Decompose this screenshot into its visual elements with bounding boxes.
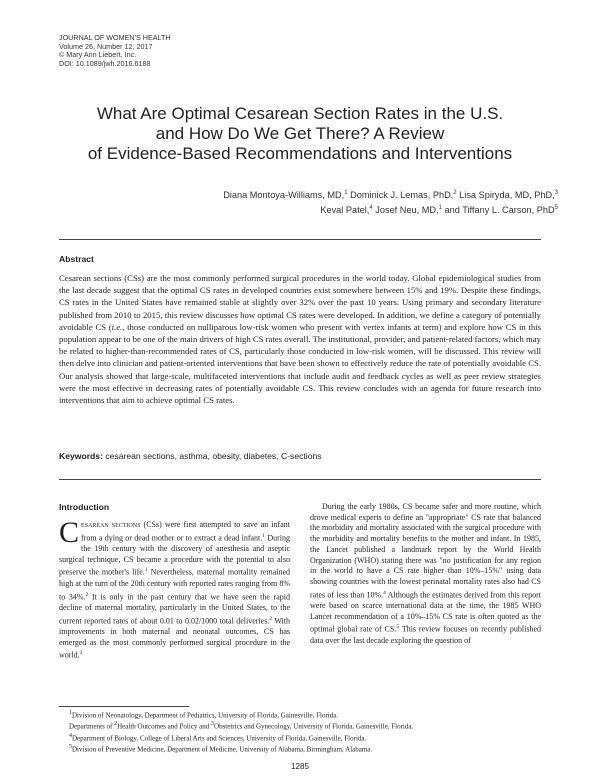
page-number: 1285 [291, 762, 309, 771]
author-name: Tiffany L. Carson, PhD [462, 204, 555, 215]
citation: 3 [79, 650, 83, 657]
journal-copyright: © Mary Ann Liebert, Inc. [59, 50, 137, 60]
title-line-1: What Are Optimal Cesarean Section Rates in the U.S. [96, 104, 504, 123]
authors-line-2 [80, 202, 558, 217]
body-text: During the 19th century with the discovery of anesthesia and aseptic surgical technique, CS became a procedure with the potential to also preserve the mother's life. [59, 533, 290, 578]
footnote-marker: 3 [211, 721, 215, 728]
keywords-value: cesarean sections, asthma, obesity, diabetes, C-sections [105, 451, 322, 461]
author-name: Dominick J. Lemas, PhD, [350, 190, 454, 201]
keywords [59, 451, 541, 461]
divider [59, 239, 541, 240]
footnote-text: Obstetrics and Gynecology, University of Florida, Gainesville, Florida. [214, 722, 414, 731]
divider [59, 479, 541, 480]
abstract-part: Cesarean sections (CSs) are the most commonly performed surgical procedures in the world today. Global epidemiological studies from the last decade suggest that the optimal CS rates in developed countries exist somewhere between 15% and 19%. Despite these findings, CS rates in the United States have remained stable at slightly over 32% over the past 10 years. Using primary and secondary literature published from 2010 to 2015, this review discusses how optimal CS rates were developed. In addition, we define a category of potentially avoidable CS ( [59, 273, 541, 332]
citation: 5 [396, 624, 400, 631]
title-line-3: of Evidence-Based Recommendations and Interventions [87, 144, 513, 163]
footnote-marker: 1 [69, 710, 72, 716]
citation: 1 [262, 532, 265, 539]
footnote [59, 720, 541, 731]
journal-volume: Volume 26, Number 12, 2017 [59, 41, 153, 51]
author-name: Keval Patel, [320, 204, 370, 215]
right-column [310, 502, 541, 646]
author-affiliation: 1 [438, 204, 442, 211]
author-name: Josef Neu, MD, [375, 204, 439, 215]
abstract-heading: Abstract [59, 254, 94, 264]
abstract-italic: i.e. [111, 321, 123, 332]
footnote [59, 732, 541, 743]
author-affiliation: 4 [369, 204, 373, 211]
citation: 4 [383, 589, 386, 596]
citation: 1 [144, 567, 148, 574]
author-list [80, 187, 558, 216]
article-title [40, 104, 560, 164]
footnote-marker: 4 [69, 732, 72, 739]
journal-doi: DOI: 10.1089/jwh.2016.6188 [59, 58, 151, 68]
journal-header [59, 34, 171, 68]
body-text: Although the estimates derived from this report were based on scarce international data at the time, the 1985 WHO Lancet recommendation of a 10%–15% CS rate is often quoted as the optimal global rate of CS. [310, 590, 541, 635]
body-text: (CSs) were first attempted to save an infant from a dying or dead mother or to extract a dead infant. [81, 520, 290, 543]
journal-name: JOURNAL OF WOMEN'S HEALTH [59, 33, 171, 42]
keywords-label: Keywords: [59, 451, 103, 461]
body-text: This review focuses on recently published data over the last decade exploring the question of [310, 625, 541, 645]
left-column [59, 516, 291, 662]
introduction-heading: Introduction [59, 502, 110, 512]
footnote-marker: 2 [114, 721, 118, 728]
author-conjunction: and [444, 204, 460, 215]
abstract-text [59, 272, 541, 406]
footnote-divider [59, 706, 189, 707]
footnote-text: Health Outcomes and Policy and [117, 722, 212, 731]
drop-cap: C [59, 516, 80, 549]
body-text: It is only in the past century that we have seen the rapid decline of maternal mortality, particularly in the United States, to the current reported rates of about 0.01 to 0.02/1000 total deliveries. [59, 592, 290, 626]
footnote-text: Division of Preventive Medicine, Department of Medicine, University of Alabama, Birmingham, Alabama. [72, 745, 373, 754]
author-affiliation: 5 [554, 204, 558, 211]
footnote-marker: 5 [69, 743, 72, 750]
citation: 2 [269, 615, 273, 622]
small-caps-lead: esarean sections [81, 520, 141, 529]
author-name: Diana Montoya-Williams, MD, [223, 190, 345, 201]
author-affiliation: 2 [453, 190, 457, 196]
footnote [59, 743, 541, 754]
footnotes [59, 709, 541, 754]
body-text: During the early 1980s, CS became safer and more routine, which drove medical experts to define an "appropriate" CS rate that balanced the morbidity and mortality associated with the surgical procedure with the morbidity and mortality benefits to the mother and infant. In 1985, the Lancet published a landmark report by the World Health Organization (WHO) stating there was "no justification for any region in the world to have a CS rate higher than 10%–15%" using data showing countries with the lowest perinatal mortality rates also had CS rates of less than 10%. [310, 502, 541, 600]
body-text: With improvements in both maternal and neonatal outcomes, CS has emerged as the most commonly performed surgical procedure in the world. [59, 616, 291, 661]
citation: 2 [85, 591, 89, 598]
author-name: Lisa Spiryda, MD, PhD, [459, 190, 555, 201]
footnote-text: Departments of [69, 722, 115, 731]
footnote-text: Division of Neonatology, Department of Pediatrics, University of Florida, Gainesville, Florida. [72, 711, 339, 720]
abstract-part: , those conducted on nulliparous low-risk women who present with vertex infants at term) and explore how CS in this population appear to be one of the main drivers of high CS rates overall. The institutional, provider, and patient-related factors, which may be related to higher-than-recommended rates of CS, particularly those conducted in low-risk women, will be discussed. This review will then delve into clinician and patient-oriented interventions that have been shown to effectively reduce the rate of potentially avoidable CS. Our analysis showed that large-scale, multifaceted interventions that include audit and feedback cycles as well as peer review strategies were the most effective in decreasing rates of potentially avoidable CS. This review concludes with an agenda for future research into interventions that aim to achieve optimal CS rates. [59, 321, 541, 406]
author-affiliation: 3 [554, 190, 558, 196]
body-text: Nevertheless, maternal mortality remained high at the turn of the 20th century with reported rates ranging from 8% to 34%. [59, 568, 290, 602]
footnote-text: Department of Biology, College of Liberal Arts and Sciences, University of Florida, Gainesville, Florida. [72, 733, 367, 742]
title-line-2: and How Do We Get There? A Review [155, 124, 445, 143]
author-affiliation: 1 [344, 190, 348, 196]
authors-line-1 [80, 187, 558, 202]
footnote [59, 709, 541, 720]
